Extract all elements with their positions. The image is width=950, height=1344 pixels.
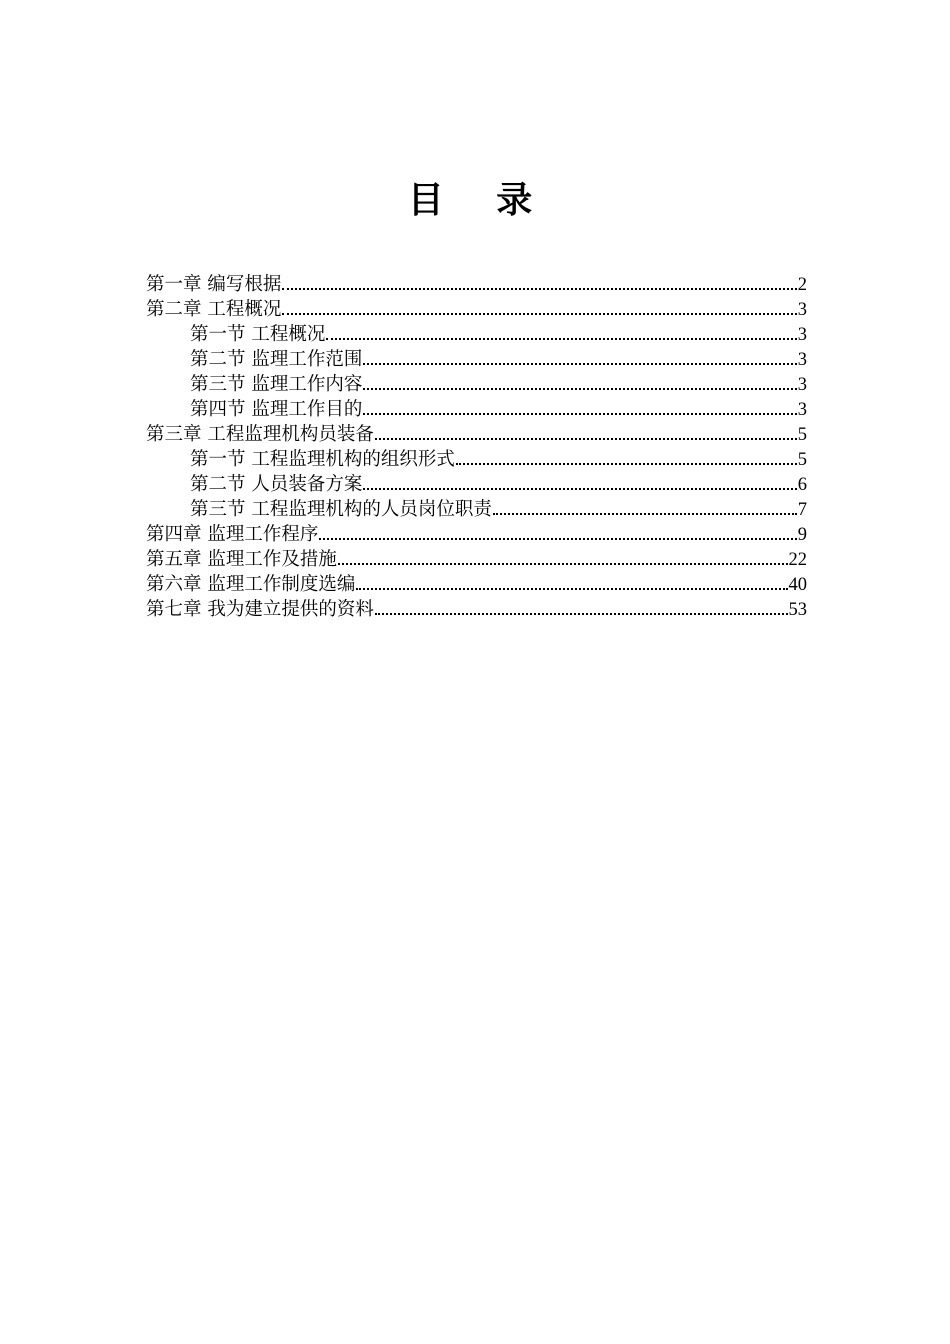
toc-entry-page: 3	[797, 325, 807, 345]
toc-entry-page: 5	[797, 450, 807, 470]
toc-entry-label: 第一章 编写根据	[146, 274, 282, 295]
toc-dot-leader	[363, 363, 796, 365]
toc-dot-leader	[338, 563, 788, 565]
toc-dot-leader	[282, 288, 796, 290]
toc-dot-leader	[363, 413, 796, 415]
toc-title: 目 录	[407, 179, 553, 221]
toc-entry-chapter-3[interactable]	[146, 422, 807, 447]
toc-list	[146, 272, 807, 622]
toc-entry-chapter-2-section-4[interactable]	[146, 397, 807, 422]
toc-dot-leader	[493, 513, 797, 515]
toc-entry-page: 5	[797, 425, 807, 445]
toc-entry-label: 第一节 工程监理机构的组织形式	[190, 449, 455, 470]
toc-entry-page: 3	[797, 375, 807, 395]
toc-dot-leader	[375, 438, 797, 440]
toc-entry-chapter-2[interactable]	[146, 297, 807, 322]
toc-entry-page: 22	[788, 550, 807, 570]
toc-entry-chapter-1[interactable]	[146, 272, 807, 297]
toc-entry-label: 第七章 我为建立提供的资料	[146, 599, 374, 620]
toc-entry-page: 3	[797, 350, 807, 370]
toc-dot-leader	[326, 338, 796, 340]
toc-entry-page: 9	[797, 525, 807, 545]
toc-entry-label: 第五章 监理工作及措施	[146, 549, 337, 570]
toc-entry-page: 3	[797, 400, 807, 420]
toc-entry-page: 7	[797, 500, 807, 520]
toc-dot-leader	[363, 488, 796, 490]
toc-entry-chapter-2-section-2[interactable]	[146, 347, 807, 372]
toc-entry-chapter-3-section-3[interactable]	[146, 497, 807, 522]
toc-dot-leader	[363, 388, 796, 390]
toc-dot-leader	[356, 588, 787, 590]
toc-dot-leader	[375, 613, 788, 615]
toc-entry-chapter-6[interactable]	[146, 572, 807, 597]
toc-entry-label: 第二章 工程概况	[146, 299, 282, 320]
toc-entry-chapter-4[interactable]	[146, 522, 807, 547]
toc-entry-chapter-5[interactable]	[146, 547, 807, 572]
toc-entry-page: 40	[788, 575, 807, 595]
toc-entry-label: 第六章 监理工作制度选编	[146, 574, 356, 595]
toc-entry-page: 3	[797, 300, 807, 320]
toc-entry-label: 第三节 工程监理机构的人员岗位职责	[190, 499, 492, 520]
toc-entry-chapter-3-section-1[interactable]	[146, 447, 807, 472]
toc-entry-label: 第二节 人员装备方案	[190, 474, 363, 495]
toc-dot-leader	[456, 463, 797, 465]
toc-entry-label: 第四节 监理工作目的	[190, 399, 363, 420]
toc-entry-label: 第二节 监理工作范围	[190, 349, 363, 370]
toc-entry-page: 2	[797, 275, 807, 295]
toc-entry-page: 53	[788, 600, 807, 620]
toc-entry-chapter-2-section-1[interactable]	[146, 322, 807, 347]
toc-entry-label: 第四章 监理工作程序	[146, 524, 319, 545]
toc-entry-page: 6	[797, 475, 807, 495]
toc-dot-leader	[319, 538, 796, 540]
toc-entry-chapter-3-section-2[interactable]	[146, 472, 807, 497]
toc-entry-chapter-2-section-3[interactable]	[146, 372, 807, 397]
toc-entry-chapter-7[interactable]	[146, 597, 807, 622]
toc-entry-label: 第一节 工程概况	[190, 324, 326, 345]
toc-entry-label: 第三节 监理工作内容	[190, 374, 363, 395]
toc-entry-label: 第三章 工程监理机构员装备	[146, 424, 374, 445]
toc-dot-leader	[282, 313, 796, 315]
